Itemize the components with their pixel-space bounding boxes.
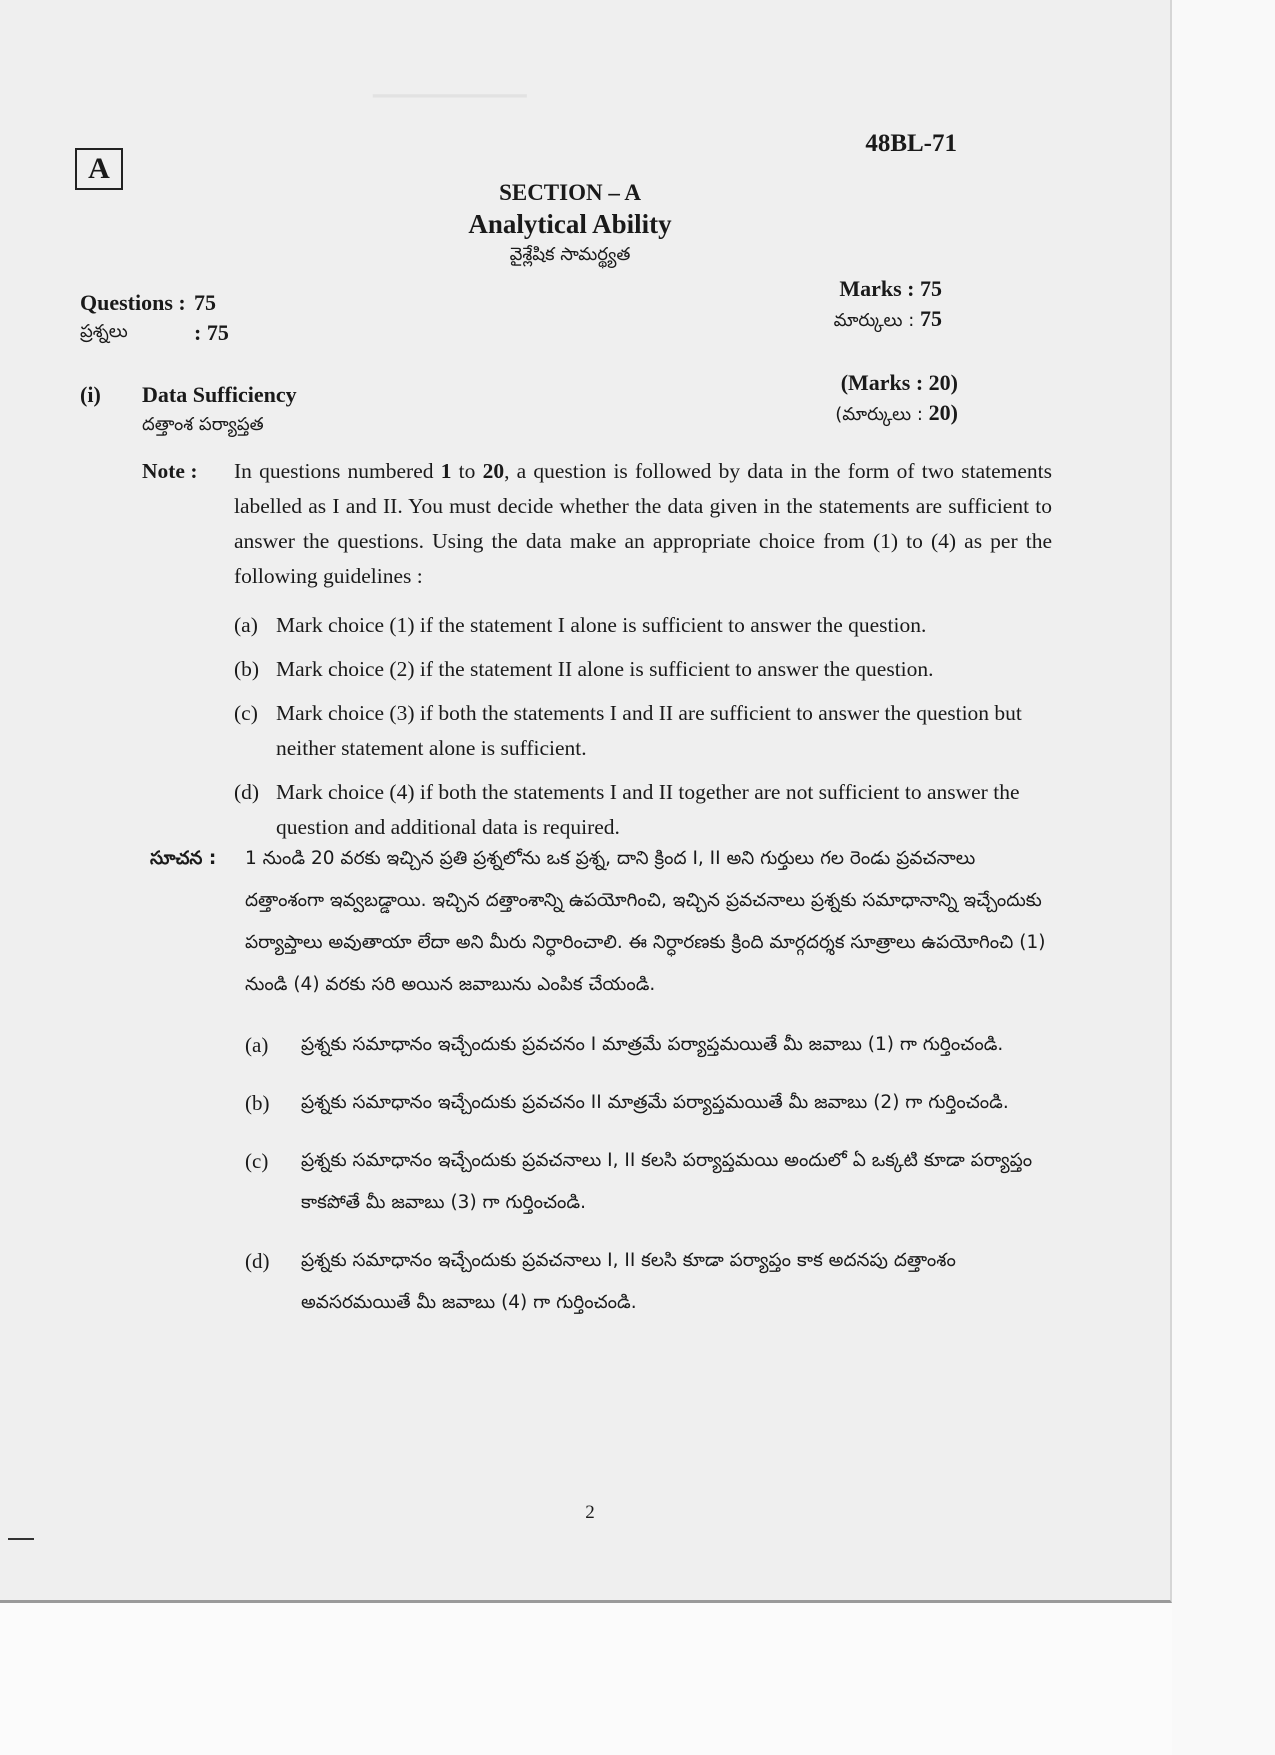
note-option: (c) Mark choice (3) if both the statements I and II are sufficient to answer the question but neither statement alone is sufficient. <box>234 701 1022 760</box>
section-label: SECTION – A <box>499 180 641 205</box>
note-english <box>142 454 1052 854</box>
note-option: (a) Mark choice (1) if the statement I alone is sufficient to answer the question. <box>234 613 927 637</box>
note-options <box>234 608 1052 845</box>
questions-label-telugu: ప్రశ్నలు <box>80 320 128 342</box>
questions-value: 75 <box>194 290 216 315</box>
note-options-telugu <box>245 1024 1055 1324</box>
marks-value: 75 <box>920 276 942 301</box>
subsection-title: Data Sufficiency <box>142 382 297 407</box>
subsection-marks <box>835 368 958 430</box>
section-title: Analytical Ability <box>468 209 672 239</box>
bleed-through-mark: ⸻ <box>370 56 538 127</box>
note-telugu <box>150 838 1055 1340</box>
questions-label: Questions : <box>80 290 186 315</box>
subsection-marks-english: (Marks : 20) <box>840 370 958 395</box>
questions-count <box>80 288 229 348</box>
set-label: A <box>88 152 110 185</box>
subsection-marks-value-telugu: 20) <box>928 400 958 425</box>
note-option-telugu: (a) ప్రశ్నకు సమాధానం ఇచ్చేందుకు ప్రవచనం I మాత్రమే పర్యాప్తమయితే మీ జవాబు (1) గా గుర్తించండి. <box>245 1033 1004 1057</box>
page-number: 2 <box>585 1502 595 1523</box>
marks-label: Marks : <box>839 276 915 301</box>
subsection-number: (i) <box>80 382 101 407</box>
section-title-telugu: వైశ్లేషిక సామర్థ్యత <box>509 244 631 265</box>
margin-mark <box>8 1538 34 1540</box>
subsection-marks-label-telugu: (మార్కులు : <box>835 404 923 425</box>
note-option-telugu: (b) ప్రశ్నకు సమాధానం ఇచ్చేందుకు ప్రవచనం II మాత్రమే పర్యాప్తమయితే మీ జవాబు (2) గా గుర్తించండి. <box>245 1091 1009 1115</box>
note-option-telugu: (d) ప్రశ్నకు సమాధానం ఇచ్చేందుకు ప్రవచనాలు I, II కలసి కూడా పర్యాప్తం కాక అదనపు దత్తాంశం అవసరమయితే మీ జవాబు (4) గా గుర్తించండి. <box>245 1249 956 1313</box>
marks-label-telugu: మార్కులు : <box>833 310 915 331</box>
paper-code: 48BL-71 <box>865 130 957 157</box>
note-text: In questions numbered 1 to 20, a question is followed by data in the form of two statements labelled as I and II. You must decide whether the data given in the statements are sufficient to answer the questions. Using the data make an appropriate choice from (1) to (4) as per the following guidelines : <box>234 459 1052 588</box>
note-text-telugu: 1 నుండి 20 వరకు ఇచ్చిన ప్రతి ప్రశ్నలోను ఒక ప్రశ్న, దాని క్రింద I, II అని గుర్తులు గల రెండు ప్రవచనాలు దత్తాంశంగా ఇవ్వబడ్డాయి. ఇచ్చిన దత్తాంశాన్ని ఉపయోగించి, ఇచ్చిన ప్రవచనాలు ప్రశ్నకు సమాధానాన్ని ఇచ్చేందుకు పర్యాప్తాలు అవుతాయా లేదా అని మీరు నిర్ధారించాలి. ఈ నిర్ధారణకు క్రింది మార్గదర్శక సూత్రాలు ఉపయోగించి (1) నుండి (4) వరకు సరి అయిన జవాబును ఎంపిక చేయండి. <box>245 848 1046 995</box>
questions-value-telugu: : 75 <box>194 320 229 345</box>
scan-background <box>1172 0 1275 1755</box>
note-label-telugu: సూచన : <box>150 848 217 869</box>
marks-value-telugu: 75 <box>920 306 942 331</box>
note-label: Note : <box>142 459 198 483</box>
marks-total <box>834 274 942 336</box>
subsection-title-telugu: దత్తాంశ పర్యాప్తత <box>142 414 264 435</box>
note-option: (d) Mark choice (4) if both the statements I and II together are not sufficient to answer the question and additional data is required. <box>234 780 1020 839</box>
note-option-telugu: (c) ప్రశ్నకు సమాధానం ఇచ్చేందుకు ప్రవచనాలు I, II కలసి పర్యాప్తమయి అందులో ఏ ఒక్కటి కూడా పర్యాప్తం కాకపోతే మీ జవాబు (3) గా గుర్తించండి. <box>245 1149 1033 1213</box>
note-option: (b) Mark choice (2) if the statement II alone is sufficient to answer the question. <box>234 657 934 681</box>
